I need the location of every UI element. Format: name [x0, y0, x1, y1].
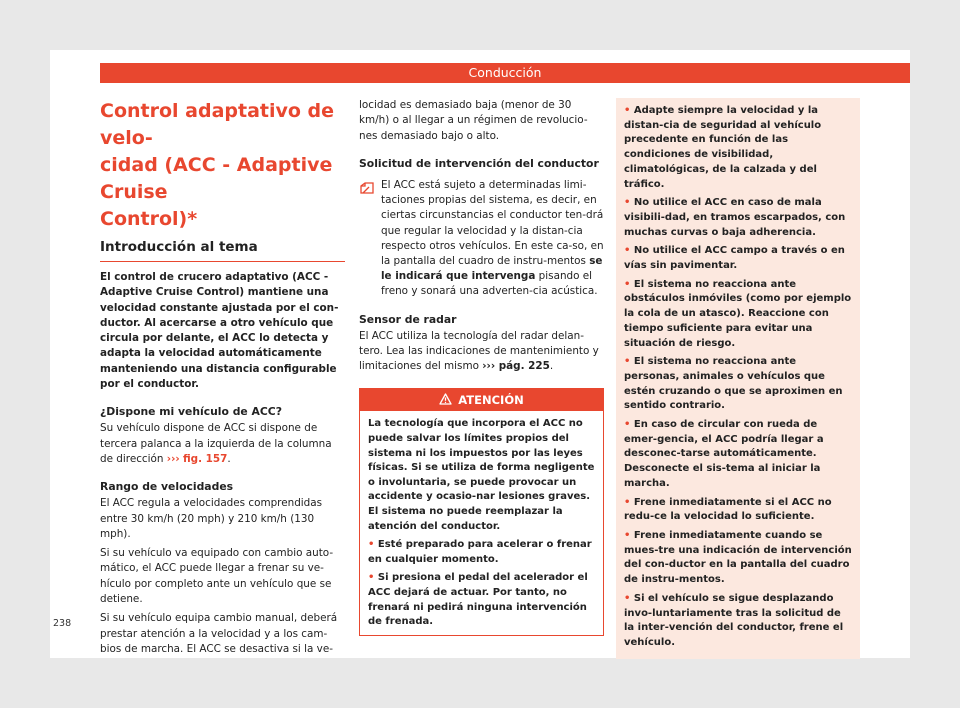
note-block	[359, 178, 604, 300]
heading-driver-intervention: Solicitud de intervención del conductor	[359, 156, 599, 170]
note-text: El ACC está sujeto a determinadas limi-taciones propias del sistema, es decir, en ciertas circunstancias el conductor ten-drá que regular la velocidad y la distan-cia respecto otros vehículos. En este ca-so, en la pantalla del cuadro de instru-mentos se le indicará que intervenga pisando el freno y sonará una adverten-cia acústica.	[381, 178, 604, 298]
figure-link[interactable]: fig. 157	[182, 452, 228, 465]
list-item: • En caso de circular con rueda de emer-gencia, el ACC podría llegar a desconec-tarse automáticamente. Desconecte el sis-tema al iniciar la marcha.	[624, 419, 824, 489]
heading-acc-available: ¿Dispone mi vehículo de ACC?	[100, 405, 282, 419]
warning-bullet: • Si presiona el pedal del acelerador el ACC dejará de actuar. Por tanto, no frenará ni pedirá ninguna intervención de frenada.	[368, 572, 588, 628]
bullet-dot-icon: •	[368, 572, 375, 584]
bullet-dot-icon: •	[368, 539, 375, 551]
list-item: • Si el vehículo se sigue desplazando invo-luntariamente tras la solicitud de la inter-vención del conductor, frene el vehículo.	[624, 592, 844, 648]
column-2	[359, 98, 604, 636]
heading-speed-range: Rango de velocidades	[100, 480, 234, 494]
title-line: Control adaptativo de velo-	[100, 100, 335, 149]
warning-title: ATENCIÓN	[458, 393, 524, 408]
list-item: • Frene inmediatamente si el ACC no redu-ce la velocidad lo suficiente.	[624, 496, 832, 523]
warning-text: La tecnología que incorpora el ACC no puede salvar los límites propios del sistema ni los impuestos por las leyes físicas. Si se utiliza de forma negligente o involuntaria, se puede provocar un accidente y ocasio-nar lesiones graves. El sistema no puede reemplazar la atención del conductor.	[368, 418, 595, 532]
bullet-dot-icon: •	[624, 356, 631, 368]
paragraph-radar: El ACC utiliza la tecnología del radar delan-tero. Lea las indicaciones de mantenimiento y limitaciones del mismo ››› pág. 225.	[359, 329, 599, 373]
title-line: cidad (ACC - Adaptive Cruise	[100, 154, 333, 203]
list-item: • El sistema no reacciona ante obstáculos inmóviles (como por ejemplo la cola de un atasco). Reaccione con tiempo suficiente para evitar una situación de riesgo.	[624, 278, 852, 349]
paragraph-acc-available: Su vehículo dispone de ACC si dispone de tercera palanca a la izquierda de la columna de dirección ››› fig. 157.	[100, 422, 332, 465]
arrow-ref: ›››	[166, 452, 180, 465]
list-item: • No utilice el ACC campo a través o en vías sin pavimentar.	[624, 245, 845, 272]
page-link[interactable]: ››› pág. 225	[482, 360, 550, 373]
page-title	[100, 98, 345, 233]
list-item: • Frene inmediatamente cuando se mues-tre una indicación de intervención del con-ductor en la pantalla del cuadro de instru-mentos.	[624, 529, 852, 586]
warning-continued-box	[616, 98, 860, 659]
paragraph-continued: locidad es demasiado baja (menor de 30 km/h) o al llegar a un régimen de revolucio-nes demasiado bajo o alto.	[359, 99, 588, 142]
bullet-dot-icon: •	[624, 419, 631, 431]
paragraph-speed-range: El ACC regula a velocidades comprendidas entre 30 km/h (20 mph) y 210 km/h (130 mph).	[100, 497, 323, 540]
heading-radar-sensor: Sensor de radar	[359, 312, 457, 326]
warning-box	[359, 388, 604, 635]
warning-header	[360, 389, 603, 411]
bullet-dot-icon: •	[624, 529, 631, 541]
bullet-dot-icon: •	[624, 592, 631, 604]
bullet-dot-icon: •	[624, 278, 631, 290]
warning-bullet: • Esté preparado para acelerar o frenar en cualquier momento.	[368, 539, 592, 565]
note-icon	[359, 178, 381, 300]
paragraph-manual: Si su vehículo equipa cambio manual, deberá prestar atención a la velocidad y a los cam-bios de marcha. El ACC se desactiva si la ve-	[100, 612, 338, 655]
bullet-dot-icon: •	[624, 105, 631, 116]
column-3	[616, 98, 860, 659]
warning-body	[360, 411, 603, 634]
bullet-dot-icon: •	[624, 496, 631, 508]
section-subtitle: Introducción al tema	[100, 239, 345, 262]
list-item: • No utilice el ACC en caso de mala visibili-dad, en tramos escarpados, con muchas curvas o baja adherencia.	[624, 197, 846, 238]
title-line: Control)*	[100, 208, 198, 230]
bullet-dot-icon: •	[624, 245, 631, 257]
warning-triangle-icon	[439, 393, 452, 408]
list-item: • Adapte siempre la velocidad y la distan-cia de seguridad al vehículo precedente en función de las condiciones de visibilidad, climatológicas, de la calzada y del tráfico.	[624, 105, 822, 190]
paragraph-automatic: Si su vehículo va equipado con cambio auto-mático, el ACC puede llegar a frenar su ve-hículo por completo ante un vehículo que se detiene.	[100, 547, 334, 606]
column-1	[100, 98, 345, 657]
page-number: 238	[53, 618, 72, 629]
intro-paragraph: El control de crucero adaptativo (ACC - Adaptive Cruise Control) mantiene una velocidad constante ajustada por el con-ductor. Al acercarse a otro vehículo que circula por delante, el ACC lo detecta y adapta la velocidad automáticamente manteniendo una distancia configurable por el conductor.	[100, 271, 339, 391]
list-item: • El sistema no reacciona ante personas, animales o vehículos que estén cruzando o que se aproximen en sentido contrario.	[624, 356, 843, 412]
manual-page	[50, 50, 910, 658]
bullet-dot-icon: •	[624, 197, 631, 209]
section-header: Conducción	[100, 63, 910, 83]
